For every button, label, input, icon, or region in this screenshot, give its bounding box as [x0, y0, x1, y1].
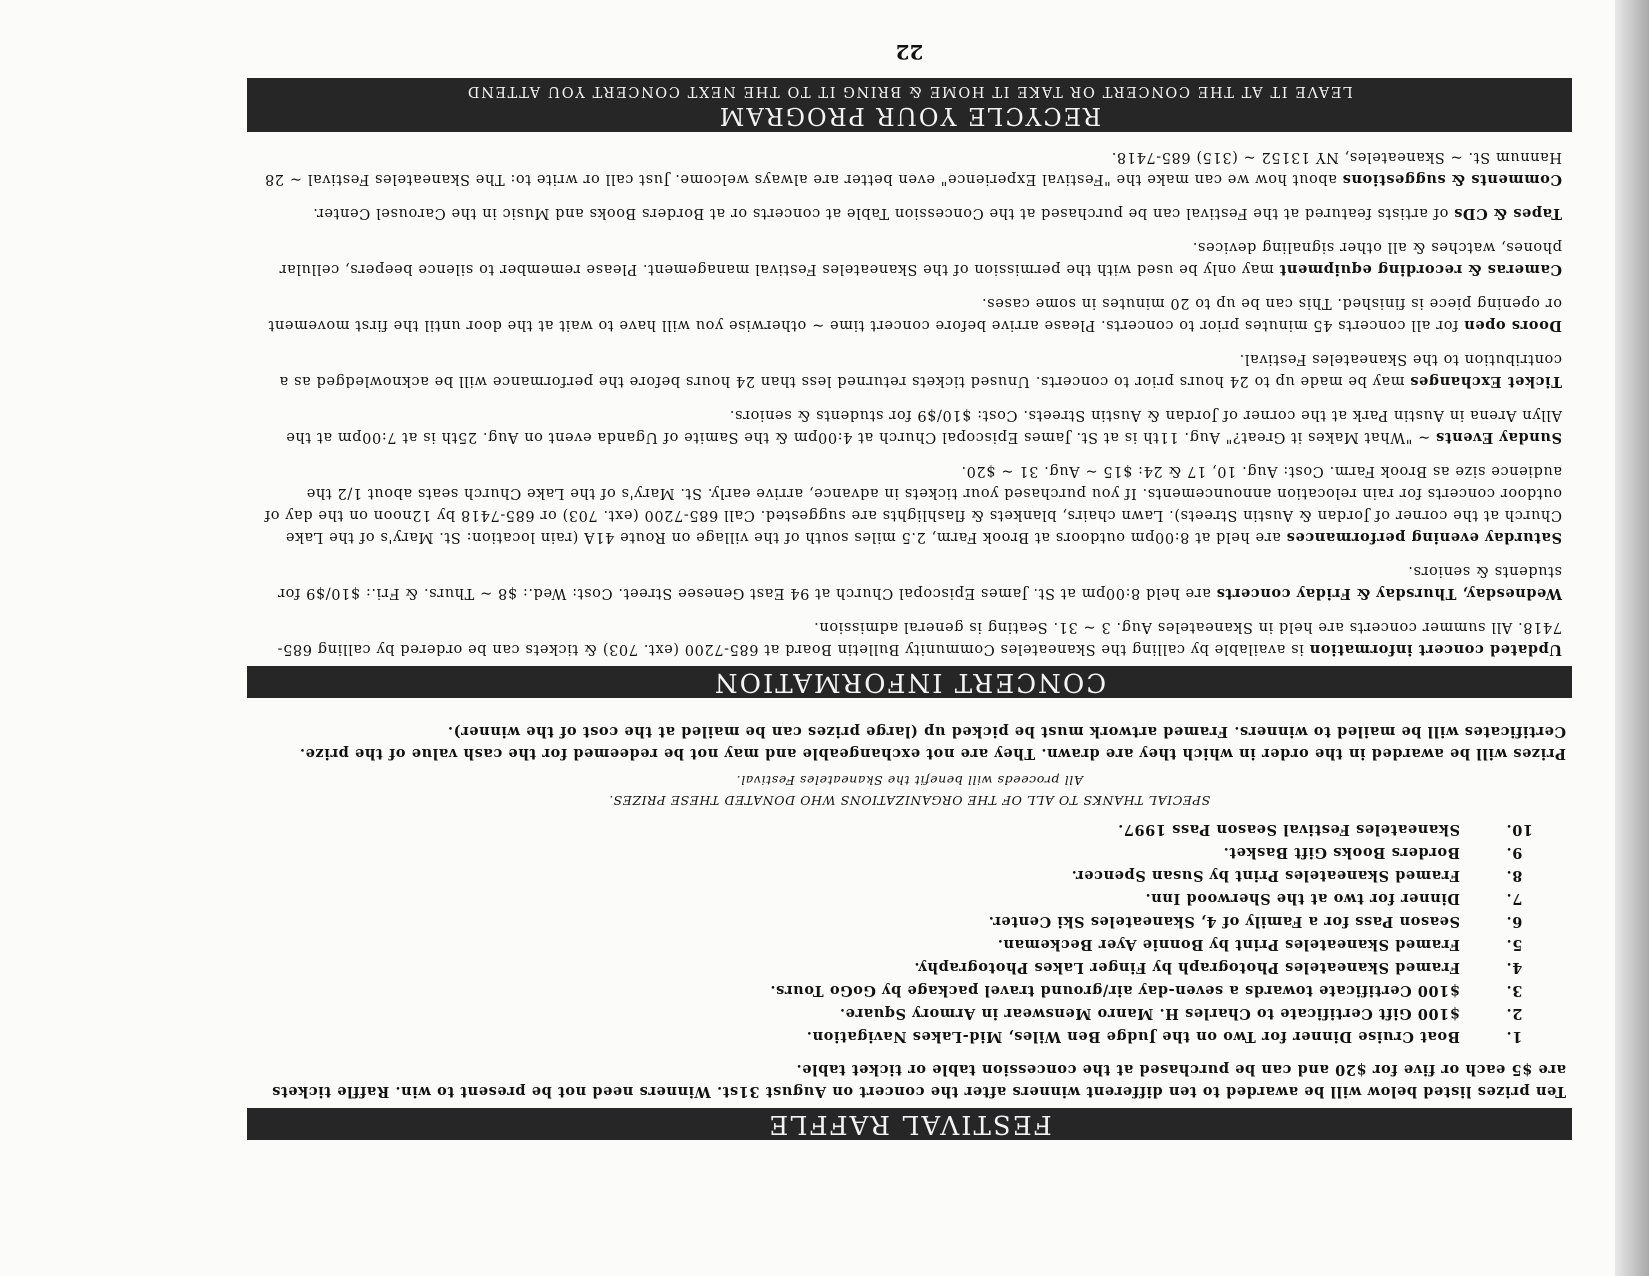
info-paragraph	[247, 202, 1572, 224]
info-text: about how we can make the "Festival Experience" even better are always welcome. Just call or write to: The Skaneateles Festival ~ 28 Hannum St. ~ Skaneateles, NY 13152 ~ (315) 685-7418.	[264, 149, 1562, 187]
info-lead: Saturday evening performances	[1286, 529, 1562, 546]
list-item	[247, 841, 1572, 864]
raffle-heading: FESTIVAL RAFFLE	[247, 1108, 1572, 1140]
info-text: may be made up to 24 hours prior to concerts. Unused tickets returned less than 24 hours before the performance will be acknowledged as a contribution to the Skaneateles Festival.	[279, 351, 1562, 389]
prize-number: 9.	[1506, 844, 1523, 861]
recycle-banner	[247, 78, 1572, 132]
info-lead: Cameras & recording equipment	[1278, 261, 1562, 278]
recycle-subheading: LEAVE IT AT THE CONCERT OR TAKE IT HOME & BRING IT TO THE NEXT CONCERT YOU ATTEND	[466, 83, 1353, 99]
info-text: are held 8:00pm at St. James Episcopal Church at 94 East Genesee Street. Cost: Wed.: $8 ~ Thurs. & Fri.: $10/$9 for students & seniors.	[277, 563, 1562, 601]
prize-number: 8.	[1506, 867, 1523, 884]
prize-text: $100 Certificate towards a seven-day air/ground travel package by GoGo Tours.	[769, 982, 1460, 999]
prize-number: 2.	[1506, 1005, 1523, 1022]
prize-list	[247, 818, 1572, 1048]
prize-text: Season Pass for a Family of 4, Skaneateles Ski Center.	[988, 913, 1460, 930]
concert-heading: CONCERT INFORMATION	[247, 666, 1572, 698]
prize-number: 6.	[1506, 913, 1523, 930]
info-paragraph	[247, 236, 1572, 280]
info-text: may only be used with the permission of the Skaneateles Festival management. Please remember to silence beepers, cellular phones, watches & all other signaling devices.	[278, 239, 1562, 277]
prize-text: Framed Skaneateles Print by Susan Spencer.	[1071, 867, 1460, 884]
prize-text: Boat Cruise Dinner for Two on the Judge Ben Wiles, Mid-Lakes Navigation.	[806, 1028, 1460, 1045]
list-item	[247, 864, 1572, 887]
prize-text: Dinner for two at the Sherwood Inn.	[1144, 890, 1460, 907]
special-thanks: SPECIAL THANKS TO ALL OF THE ORGANIZATIONS WHO DONATED THESE PRIZES.	[608, 793, 1211, 808]
info-paragraph	[247, 348, 1572, 392]
concert-info	[247, 146, 1572, 660]
prize-number: 10.	[1506, 821, 1534, 838]
list-item	[247, 887, 1572, 910]
page-content	[247, 40, 1572, 1140]
info-lead: Updated concert information	[1309, 641, 1562, 658]
prize-number: 7.	[1506, 890, 1523, 907]
info-text: of artists featured at the Festival can be purchased at the Concession Table at concerts or at Borders Books and Music in the Carousel Center.	[312, 205, 1454, 221]
section-gap	[247, 698, 1572, 720]
info-lead: Sunday Events	[1435, 429, 1562, 446]
info-paragraph	[247, 292, 1572, 336]
recycle-heading: RECYCLE YOUR PROGRAM	[717, 102, 1102, 130]
prize-number: 5.	[1506, 936, 1523, 953]
info-text: is available by calling the Skaneateles Community Bulletin Board at 685-7200 (ext. 703) & tickets can be ordered by calling 685-7418. All summer concerts are held in Skaneateles Aug. 3 ~ 31. Seating is general admission.	[276, 619, 1562, 657]
prize-number: 4.	[1506, 959, 1523, 976]
info-paragraph	[247, 146, 1572, 190]
prize-text: Framed Skaneateles Print by Bonnie Ayer Beckeman.	[997, 936, 1460, 953]
info-text: for all concerts 45 minutes prior to concerts. Please arrive before concert time ~ otherwise you will have to wait at the door until the first movement or opening piece is finished. This can be up to 20 minutes in some cases.	[267, 295, 1562, 333]
info-paragraph	[247, 404, 1572, 448]
info-text: are held at 8:00pm outdoors at Brook Farm, 2.5 miles south of the village on Route 41A (rain location: St. Mary's of the Lake Church at the corner of Jordan & Austin Streets). Lawn chairs, blankets & flashlights are suggested. Call 685-7200 (ext. 703) or 685-7418 by 12noon on the day of outdoor concerts for rain relocation announcements. If you purchased your tickets in advance, arrive early. St. Mary's of the Lake Church seats about 1/2 the audience size as Brook Farm. Cost: Aug. 10, 17 & 24: $15 ~ Aug. 31 ~ $20.	[264, 463, 1562, 545]
page-number: 22	[895, 40, 924, 64]
list-item	[247, 818, 1572, 841]
info-lead: Ticket Exchanges	[1409, 373, 1562, 390]
prize-text: Borders Books Gift Basket.	[1223, 844, 1460, 861]
prize-text: Framed Skaneateles Photograph by Finger Lakes Photography.	[913, 959, 1460, 976]
info-paragraph	[247, 616, 1572, 660]
info-lead: Doors open	[1463, 317, 1562, 334]
prize-number: 3.	[1506, 982, 1523, 999]
list-item	[247, 1002, 1572, 1025]
award-rules: Prizes will be awarded in the order in which they are drawn. They are not exchangeable and may not be redeemed for the cash value of the prize. Certificates will be mailed to winners. Framed artwork must be picked up (large prizes can be mailed at the cost of the winner).	[299, 723, 1566, 762]
info-paragraph	[247, 560, 1572, 604]
binding-edge	[1615, 0, 1649, 1276]
info-lead: Wednesday, Thursday & Friday concerts	[1216, 585, 1562, 602]
list-item	[247, 933, 1572, 956]
list-item	[247, 979, 1572, 1002]
info-lead: Tapes & CDs	[1453, 205, 1562, 222]
list-item	[247, 956, 1572, 979]
list-item	[247, 1025, 1572, 1048]
prize-number: 1.	[1506, 1028, 1523, 1045]
prize-text: Skaneateles Festival Season Pass 1997.	[1117, 821, 1460, 838]
raffle-intro: Ten prizes listed below will be awarded to ten different winners after the concert on August 31st. Winners need not be present to win. Raffle tickets are $5 each or five for $20 and can be purchased at the concession table or ticket table.	[271, 1061, 1566, 1100]
list-item	[247, 910, 1572, 933]
info-lead: Comments & suggestions	[1342, 171, 1562, 188]
info-paragraph	[247, 460, 1572, 548]
proceeds-note: All proceeds will benefit the Skaneateles Festival.	[736, 773, 1083, 788]
prize-text: $100 Gift Certificate to Charles H. Manro Menswear in Armory Square.	[839, 1005, 1460, 1022]
info-text: ~ "What Makes it Great?" Aug. 11th is at St. James Episcopal Church at 4:00pm & the Samite of Uganda event on Aug. 25th is at 7:00pm at the Allyn Arena in Austin Park at the corner of Jordan & Austin Streets. Cost: $10/$9 for students & seniors.	[285, 407, 1562, 445]
